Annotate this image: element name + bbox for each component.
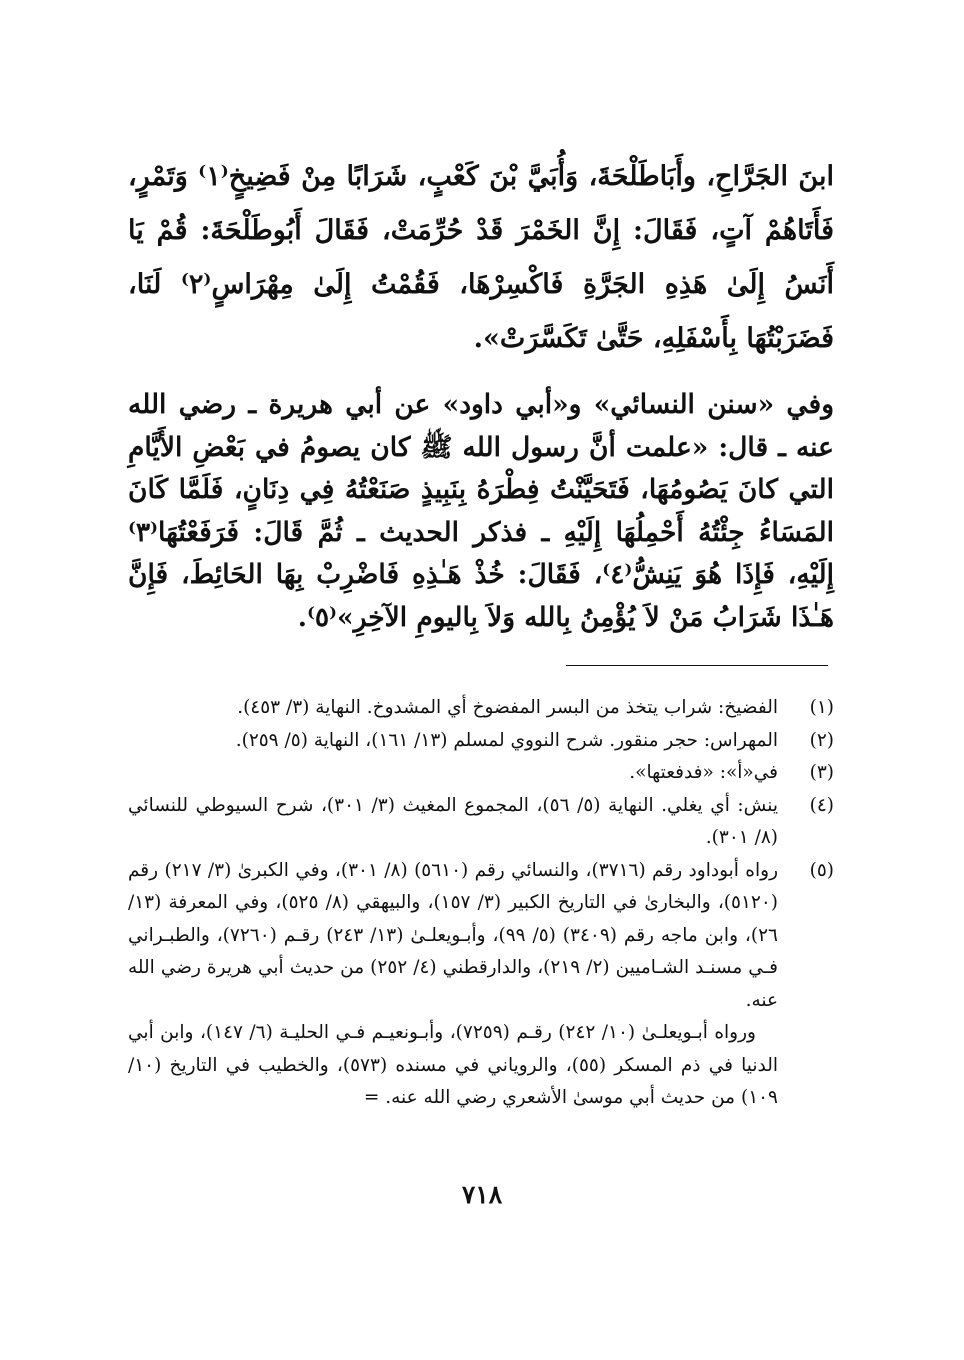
footnote-text: ينش: أي يغلي. النهاية (٥/ ٥٦)، المجموع المغيث (٣/ ٣٠١)، شرح السيوطي للنسائي (٨/ ٣٠١). <box>128 794 778 848</box>
footnote-text: الفضيخ: شراب يتخذ من البسر المفضوخ أي المشدوخ. النهاية (٣/ ٤٥٣). <box>237 697 778 718</box>
footnotes <box>128 692 834 1115</box>
footnote <box>128 725 834 758</box>
footnote-text: المهراس: حجر منقور. شرح النووي لمسلم (١٣/ ١٦١)، النهاية (٥/ ٢٥٩). <box>235 729 778 751</box>
footnote-number: (٤) <box>809 794 834 816</box>
footnote-number: (٥) <box>809 859 834 881</box>
footnote-text-block <box>128 855 778 1115</box>
footnote-text: رواه أبوداود رقم (٣٧١٦)، والنسائي رقم (٥٦١٠) (٨/ ٣٠١)، وفي الكبرىٰ (٣/ ٢١٧) رقم (٥١٢٠)، والبخارىٰ في التاريخ الكبير (٣/ ١٥٧)، والبيهقي (٨/ ٥٢٥)، وفي المعرفة (١٣/ ٢٦)، وابن ماجه رقم (٣٤٠٩) (٥/ ٩٩)، وأبـويعلـىٰ (١٣/ ٢٤٣) رقـم (٧٢٦٠)، والطبـراني فـي مسنـد الشـاميين (٢/ ٢١٩)، والدارقطني (٤/ ٢٥٢) من حديث أبي هريرة رضي الله عنه. <box>128 859 779 1011</box>
footnote-number: (١) <box>809 697 834 718</box>
footnote-text: في«أ»: «فدفعتها». <box>629 762 778 783</box>
body-paragraph: ابنَ الجَرَّاحِ، وأَبَاطَلْحَةَ، وَأُبَيَّ بْنَ كَعْبٍ، شَرَابًا مِنْ فَضِيخٍ⁽١⁾ وَتَمْرٍ، فَأَتَاهُمْ آتٍ، فَقَالَ: إِنَّ الخَمْرَ قَدْ حُرِّمَتْ، فَقَالَ أَبُوطَلْحَةَ: قُمْ يَا أَنَسُ إِلَىٰ هَذِهِ الجَرَّةِ فَاكْسِرْهَا، فَقُمْتُ إِلَىٰ مِهْرَاسٍ⁽٢⁾ لَنَا، فَضَرَبْتُهَا بِأَسْفَلِهِ، حَتَّىٰ تَكَسَّرَتْ». <box>128 161 834 354</box>
footnote <box>128 757 834 790</box>
footnote-text-continued: ورواه أبـويعلـىٰ (١٠/ ٢٤٢) رقـم (٧٢٥٩)، وأبـونعيـم فـي الحليـة (٦/ ١٤٧)، وابن أبي الدنيا في ذم المسكر (٥٥)، والروياني في مسنده (٥٧٣)، والخطيب في التاريخ (١٠/ ١٠٩) من حديث أبي موسىٰ الأشعري رضي الله عنه. = <box>128 1022 778 1108</box>
footnote-divider <box>566 665 828 666</box>
body-paragraph: وفي «سنن النسائي» و«أبي داود» عن أبي هريرة ـ رضي الله عنه ـ قال: «علمت أنَّ رسول الله ﷺ كان يصومُ في بَعْضِ الأَيَّامِ التي كانَ يَصُومُهَا، فَتَحَيَّنْتُ فِطْرَهُ بِنَبِيذٍ صَنَعْتُهُ فِي دِنَانٍ، فَلَمَّا كَانَ المَسَاءُ جِئْتُهُ أَحْمِلُهَا إِلَيْهِ ـ فذكر الحديث ـ ثُمَّ قَالَ: فَرَفَعْتُهَا⁽٣⁾ إِلَيْهِ، فَإِذَا هُوَ يَنِشُّ⁽٤⁾، فَقَالَ: خُذْ هَـٰذِهِ فَاضْرِبْ بِهَا الحَائِطَ، فَإِنَّ هَـٰذَا شَرَابُ مَنْ لاَ يُؤْمِنُ بِالله وَلاَ بِاليومِ الآخِرِ»⁽٥⁾. <box>128 389 834 633</box>
footnote <box>128 692 834 725</box>
footnote <box>128 790 834 855</box>
footnote-number: (٢) <box>809 729 834 751</box>
page-number: ٧١٨ <box>461 1180 503 1209</box>
footnote <box>128 855 834 1115</box>
footnote-number: (٣) <box>809 762 834 783</box>
